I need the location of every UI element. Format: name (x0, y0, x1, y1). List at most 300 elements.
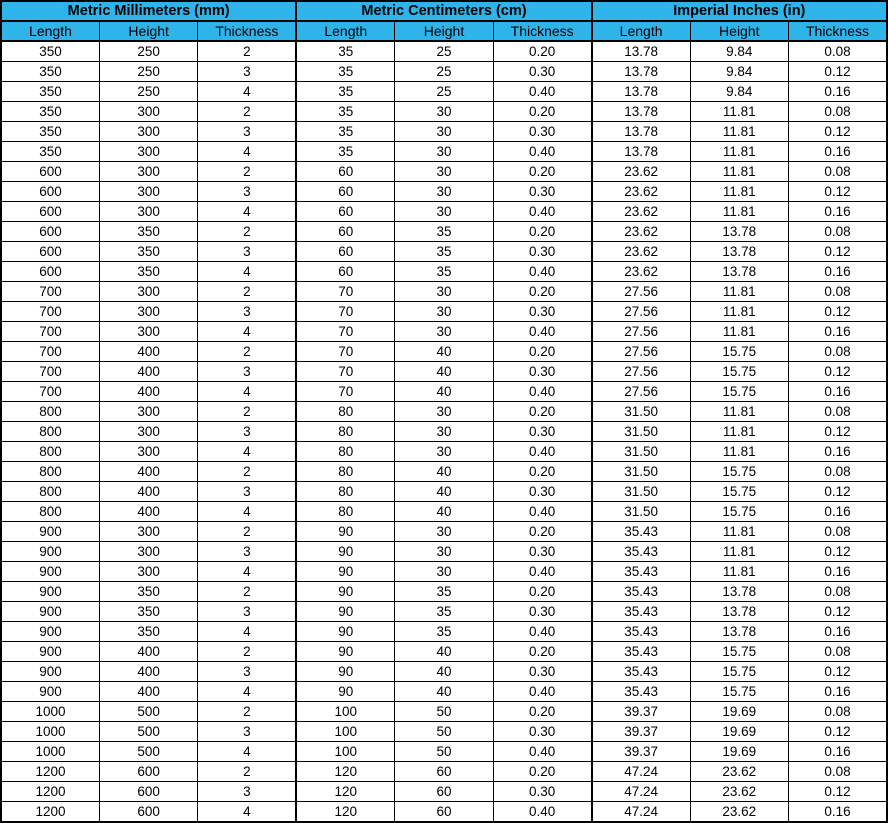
table-row (1, 602, 887, 622)
table-cell: 70 (296, 342, 394, 362)
table-cell: 3 (198, 602, 296, 622)
table-cell: 13.78 (592, 82, 690, 102)
table-row (1, 262, 887, 282)
table-cell: 31.50 (592, 462, 690, 482)
table-cell: 35 (296, 122, 394, 142)
table-cell: 3 (198, 302, 296, 322)
table-cell: 350 (99, 222, 197, 242)
column-header-in-length: Length (592, 21, 690, 41)
table-cell: 2 (198, 702, 296, 722)
column-header-cm-height: Height (395, 21, 493, 41)
table-cell: 800 (1, 482, 99, 502)
table-cell: 0.30 (493, 62, 591, 82)
table-cell: 300 (99, 442, 197, 462)
table-cell: 0.20 (493, 222, 591, 242)
table-cell: 30 (395, 522, 493, 542)
table-cell: 50 (395, 742, 493, 762)
table-cell: 9.84 (690, 62, 788, 82)
table-cell: 60 (296, 202, 394, 222)
table-row (1, 62, 887, 82)
table-cell: 35 (296, 142, 394, 162)
table-cell: 35.43 (592, 602, 690, 622)
table-cell: 0.16 (789, 802, 888, 823)
table-cell: 250 (99, 82, 197, 102)
table-cell: 39.37 (592, 722, 690, 742)
table-cell: 0.40 (493, 442, 591, 462)
table-cell: 400 (99, 682, 197, 702)
table-cell: 35.43 (592, 522, 690, 542)
table-cell: 23.62 (592, 202, 690, 222)
table-row (1, 182, 887, 202)
table-row (1, 722, 887, 742)
table-cell: 0.30 (493, 422, 591, 442)
table-cell: 0.16 (789, 322, 888, 342)
table-cell: 0.12 (789, 62, 888, 82)
table-cell: 700 (1, 362, 99, 382)
table-cell: 30 (395, 102, 493, 122)
table-cell: 11.81 (690, 142, 788, 162)
table-cell: 80 (296, 422, 394, 442)
table-cell: 350 (99, 602, 197, 622)
table-cell: 11.81 (690, 422, 788, 442)
table-cell: 3 (198, 542, 296, 562)
table-cell: 30 (395, 302, 493, 322)
table-cell: 50 (395, 702, 493, 722)
table-cell: 23.62 (592, 242, 690, 262)
column-header-cm-length: Length (296, 21, 394, 41)
table-cell: 0.30 (493, 782, 591, 802)
table-row (1, 342, 887, 362)
table-cell: 300 (99, 302, 197, 322)
table-row (1, 462, 887, 482)
table-cell: 35.43 (592, 582, 690, 602)
table-cell: 30 (395, 442, 493, 462)
table-cell: 9.84 (690, 82, 788, 102)
table-cell: 300 (99, 562, 197, 582)
table-cell: 0.12 (789, 482, 888, 502)
table-cell: 0.16 (789, 142, 888, 162)
table-row (1, 282, 887, 302)
table-cell: 4 (198, 682, 296, 702)
table-cell: 40 (395, 642, 493, 662)
table-cell: 0.12 (789, 602, 888, 622)
table-cell: 250 (99, 62, 197, 82)
column-header-in-thickness: Thickness (789, 21, 888, 41)
table-cell: 40 (395, 382, 493, 402)
table-cell: 900 (1, 562, 99, 582)
table-cell: 300 (99, 202, 197, 222)
table-cell: 0.20 (493, 102, 591, 122)
table-cell: 400 (99, 382, 197, 402)
table-row (1, 782, 887, 802)
group-header-imperial-inches: Imperial Inches (in) (592, 1, 887, 21)
table-cell: 900 (1, 662, 99, 682)
table-cell: 600 (1, 202, 99, 222)
table-cell: 400 (99, 362, 197, 382)
table-body (1, 41, 887, 822)
table-row (1, 222, 887, 242)
table-cell: 40 (395, 362, 493, 382)
table-cell: 0.16 (789, 202, 888, 222)
table-cell: 0.08 (789, 642, 888, 662)
table-cell: 0.08 (789, 462, 888, 482)
table-cell: 13.78 (592, 102, 690, 122)
table-cell: 0.08 (789, 702, 888, 722)
table-cell: 31.50 (592, 422, 690, 442)
table-cell: 11.81 (690, 102, 788, 122)
table-cell: 0.16 (789, 502, 888, 522)
table-row (1, 302, 887, 322)
table-cell: 900 (1, 642, 99, 662)
table-cell: 13.78 (690, 222, 788, 242)
table-cell: 4 (198, 382, 296, 402)
table-cell: 70 (296, 302, 394, 322)
table-cell: 30 (395, 542, 493, 562)
table-row (1, 762, 887, 782)
table-cell: 800 (1, 442, 99, 462)
table-cell: 39.37 (592, 742, 690, 762)
table-cell: 90 (296, 562, 394, 582)
table-cell: 0.16 (789, 382, 888, 402)
table-row (1, 522, 887, 542)
table-cell: 300 (99, 102, 197, 122)
table-cell: 60 (296, 182, 394, 202)
table-cell: 0.30 (493, 722, 591, 742)
table-cell: 35 (395, 602, 493, 622)
table-cell: 800 (1, 502, 99, 522)
table-cell: 23.62 (690, 802, 788, 823)
table-cell: 25 (395, 82, 493, 102)
table-cell: 60 (395, 782, 493, 802)
table-cell: 700 (1, 282, 99, 302)
table-cell: 0.40 (493, 742, 591, 762)
table-cell: 700 (1, 302, 99, 322)
table-cell: 1000 (1, 742, 99, 762)
table-cell: 0.30 (493, 662, 591, 682)
table-cell: 40 (395, 502, 493, 522)
table-cell: 15.75 (690, 342, 788, 362)
column-header-mm-height: Height (99, 21, 197, 41)
table-cell: 0.08 (789, 102, 888, 122)
table-row (1, 442, 887, 462)
table-cell: 900 (1, 582, 99, 602)
table-cell: 40 (395, 482, 493, 502)
table-cell: 0.16 (789, 682, 888, 702)
table-cell: 100 (296, 722, 394, 742)
table-cell: 300 (99, 542, 197, 562)
table-cell: 500 (99, 702, 197, 722)
table-cell: 0.16 (789, 442, 888, 462)
table-cell: 11.81 (690, 162, 788, 182)
table-row (1, 622, 887, 642)
table-row (1, 542, 887, 562)
table-cell: 15.75 (690, 642, 788, 662)
table-cell: 80 (296, 482, 394, 502)
table-cell: 23.62 (592, 262, 690, 282)
table-cell: 35 (296, 62, 394, 82)
table-cell: 0.12 (789, 122, 888, 142)
table-cell: 31.50 (592, 502, 690, 522)
table-cell: 15.75 (690, 362, 788, 382)
table-cell: 0.12 (789, 242, 888, 262)
table-cell: 4 (198, 742, 296, 762)
table-cell: 0.30 (493, 122, 591, 142)
table-cell: 0.12 (789, 542, 888, 562)
table-cell: 300 (99, 122, 197, 142)
table-cell: 11.81 (690, 322, 788, 342)
table-cell: 400 (99, 642, 197, 662)
table-cell: 400 (99, 342, 197, 362)
table-cell: 600 (1, 262, 99, 282)
table-cell: 3 (198, 482, 296, 502)
table-cell: 30 (395, 402, 493, 422)
table-cell: 35.43 (592, 662, 690, 682)
table-cell: 0.40 (493, 322, 591, 342)
table-cell: 35.43 (592, 562, 690, 582)
table-cell: 3 (198, 662, 296, 682)
table-cell: 15.75 (690, 662, 788, 682)
table-cell: 120 (296, 802, 394, 823)
column-header-mm-thickness: Thickness (198, 21, 296, 41)
table-row (1, 362, 887, 382)
table-cell: 60 (296, 222, 394, 242)
table-cell: 0.30 (493, 242, 591, 262)
table-cell: 0.08 (789, 522, 888, 542)
table-cell: 13.78 (592, 41, 690, 62)
table-cell: 0.40 (493, 262, 591, 282)
table-cell: 90 (296, 682, 394, 702)
table-cell: 0.08 (789, 762, 888, 782)
table-cell: 15.75 (690, 462, 788, 482)
table-cell: 350 (1, 41, 99, 62)
table-cell: 3 (198, 62, 296, 82)
table-cell: 90 (296, 602, 394, 622)
table-cell: 40 (395, 682, 493, 702)
table-cell: 800 (1, 402, 99, 422)
table-cell: 2 (198, 762, 296, 782)
table-cell: 0.30 (493, 302, 591, 322)
table-cell: 400 (99, 482, 197, 502)
table-cell: 35.43 (592, 642, 690, 662)
table-cell: 1000 (1, 702, 99, 722)
table-cell: 90 (296, 662, 394, 682)
table-cell: 90 (296, 542, 394, 562)
table-cell: 3 (198, 182, 296, 202)
table-cell: 1200 (1, 762, 99, 782)
table-cell: 50 (395, 722, 493, 742)
table-cell: 300 (99, 162, 197, 182)
table-cell: 700 (1, 322, 99, 342)
table-cell: 2 (198, 582, 296, 602)
group-header-row (1, 1, 887, 21)
table-cell: 3 (198, 362, 296, 382)
table-cell: 0.30 (493, 482, 591, 502)
table-cell: 0.40 (493, 202, 591, 222)
table-cell: 4 (198, 142, 296, 162)
table-row (1, 382, 887, 402)
table-cell: 35 (296, 41, 394, 62)
table-row (1, 82, 887, 102)
table-cell: 350 (99, 262, 197, 282)
table-cell: 0.20 (493, 402, 591, 422)
table-cell: 35 (395, 582, 493, 602)
table-cell: 100 (296, 702, 394, 722)
table-cell: 0.40 (493, 562, 591, 582)
table-cell: 11.81 (690, 542, 788, 562)
table-cell: 13.78 (690, 622, 788, 642)
table-cell: 23.62 (690, 782, 788, 802)
table-row (1, 482, 887, 502)
table-cell: 0.40 (493, 142, 591, 162)
table-row (1, 582, 887, 602)
table-cell: 47.24 (592, 762, 690, 782)
table-cell: 4 (198, 802, 296, 823)
table-cell: 300 (99, 142, 197, 162)
table-cell: 30 (395, 322, 493, 342)
table-cell: 40 (395, 662, 493, 682)
table-cell: 350 (1, 142, 99, 162)
table-cell: 15.75 (690, 682, 788, 702)
table-cell: 80 (296, 502, 394, 522)
table-cell: 300 (99, 522, 197, 542)
table-cell: 80 (296, 462, 394, 482)
table-cell: 0.08 (789, 582, 888, 602)
table-cell: 350 (99, 582, 197, 602)
table-cell: 35.43 (592, 542, 690, 562)
table-cell: 4 (198, 82, 296, 102)
table-cell: 0.12 (789, 662, 888, 682)
column-header-cm-thickness: Thickness (493, 21, 591, 41)
table-cell: 300 (99, 422, 197, 442)
column-header-row (1, 21, 887, 41)
table-cell: 13.78 (592, 62, 690, 82)
table-cell: 70 (296, 382, 394, 402)
table-cell: 0.16 (789, 622, 888, 642)
table-cell: 15.75 (690, 502, 788, 522)
table-cell: 4 (198, 502, 296, 522)
table-cell: 35.43 (592, 622, 690, 642)
table-cell: 27.56 (592, 302, 690, 322)
table-cell: 30 (395, 422, 493, 442)
table-cell: 11.81 (690, 442, 788, 462)
table-cell: 400 (99, 502, 197, 522)
table-cell: 900 (1, 522, 99, 542)
table-cell: 0.16 (789, 262, 888, 282)
table-cell: 25 (395, 41, 493, 62)
table-cell: 31.50 (592, 402, 690, 422)
table-cell: 35 (296, 82, 394, 102)
table-cell: 0.20 (493, 642, 591, 662)
table-cell: 13.78 (592, 122, 690, 142)
table-cell: 0.40 (493, 502, 591, 522)
table-cell: 600 (1, 162, 99, 182)
table-cell: 1200 (1, 782, 99, 802)
table-cell: 0.08 (789, 222, 888, 242)
table-cell: 31.50 (592, 482, 690, 502)
table-cell: 11.81 (690, 122, 788, 142)
table-cell: 500 (99, 742, 197, 762)
table-cell: 0.08 (789, 402, 888, 422)
table-cell: 0.16 (789, 562, 888, 582)
table-row (1, 682, 887, 702)
table-row (1, 142, 887, 162)
table-cell: 2 (198, 282, 296, 302)
table-cell: 100 (296, 742, 394, 762)
table-cell: 0.20 (493, 702, 591, 722)
table-cell: 350 (1, 102, 99, 122)
table-cell: 11.81 (690, 562, 788, 582)
table-cell: 400 (99, 462, 197, 482)
table-cell: 2 (198, 342, 296, 362)
table-cell: 0.40 (493, 682, 591, 702)
table-cell: 0.12 (789, 422, 888, 442)
table-cell: 900 (1, 682, 99, 702)
table-cell: 0.08 (789, 282, 888, 302)
table-cell: 60 (296, 162, 394, 182)
group-header-metric-millimeters: Metric Millimeters (mm) (1, 1, 296, 21)
table-cell: 90 (296, 642, 394, 662)
table-cell: 39.37 (592, 702, 690, 722)
table-cell: 0.12 (789, 182, 888, 202)
table-cell: 13.78 (690, 602, 788, 622)
table-cell: 0.30 (493, 602, 591, 622)
table-cell: 0.08 (789, 342, 888, 362)
table-cell: 23.62 (690, 762, 788, 782)
table-cell: 2 (198, 102, 296, 122)
table-cell: 600 (99, 802, 197, 823)
table-cell: 120 (296, 782, 394, 802)
table-cell: 19.69 (690, 702, 788, 722)
table-cell: 80 (296, 442, 394, 462)
table-cell: 30 (395, 142, 493, 162)
table-cell: 27.56 (592, 322, 690, 342)
table-cell: 800 (1, 422, 99, 442)
table-cell: 0.20 (493, 762, 591, 782)
table-cell: 30 (395, 162, 493, 182)
table-cell: 1000 (1, 722, 99, 742)
column-header-in-height: Height (690, 21, 788, 41)
table-cell: 3 (198, 122, 296, 142)
table-cell: 2 (198, 462, 296, 482)
table-cell: 0.12 (789, 362, 888, 382)
table-cell: 0.20 (493, 282, 591, 302)
table-cell: 400 (99, 662, 197, 682)
group-header-metric-centimeters: Metric Centimeters (cm) (296, 1, 591, 21)
table-cell: 3 (198, 422, 296, 442)
table-row (1, 422, 887, 442)
table-cell: 4 (198, 622, 296, 642)
table-row (1, 502, 887, 522)
table-cell: 4 (198, 262, 296, 282)
table-cell: 11.81 (690, 302, 788, 322)
table-cell: 0.40 (493, 82, 591, 102)
table-cell: 0.12 (789, 302, 888, 322)
table-row (1, 642, 887, 662)
table-cell: 900 (1, 602, 99, 622)
table-cell: 11.81 (690, 282, 788, 302)
table-cell: 90 (296, 582, 394, 602)
table-cell: 15.75 (690, 382, 788, 402)
table-row (1, 162, 887, 182)
table-cell: 3 (198, 722, 296, 742)
table-cell: 40 (395, 462, 493, 482)
table-cell: 19.69 (690, 742, 788, 762)
table-cell: 700 (1, 342, 99, 362)
table-cell: 35 (296, 102, 394, 122)
table-cell: 60 (395, 802, 493, 823)
table-cell: 11.81 (690, 182, 788, 202)
table-cell: 2 (198, 642, 296, 662)
